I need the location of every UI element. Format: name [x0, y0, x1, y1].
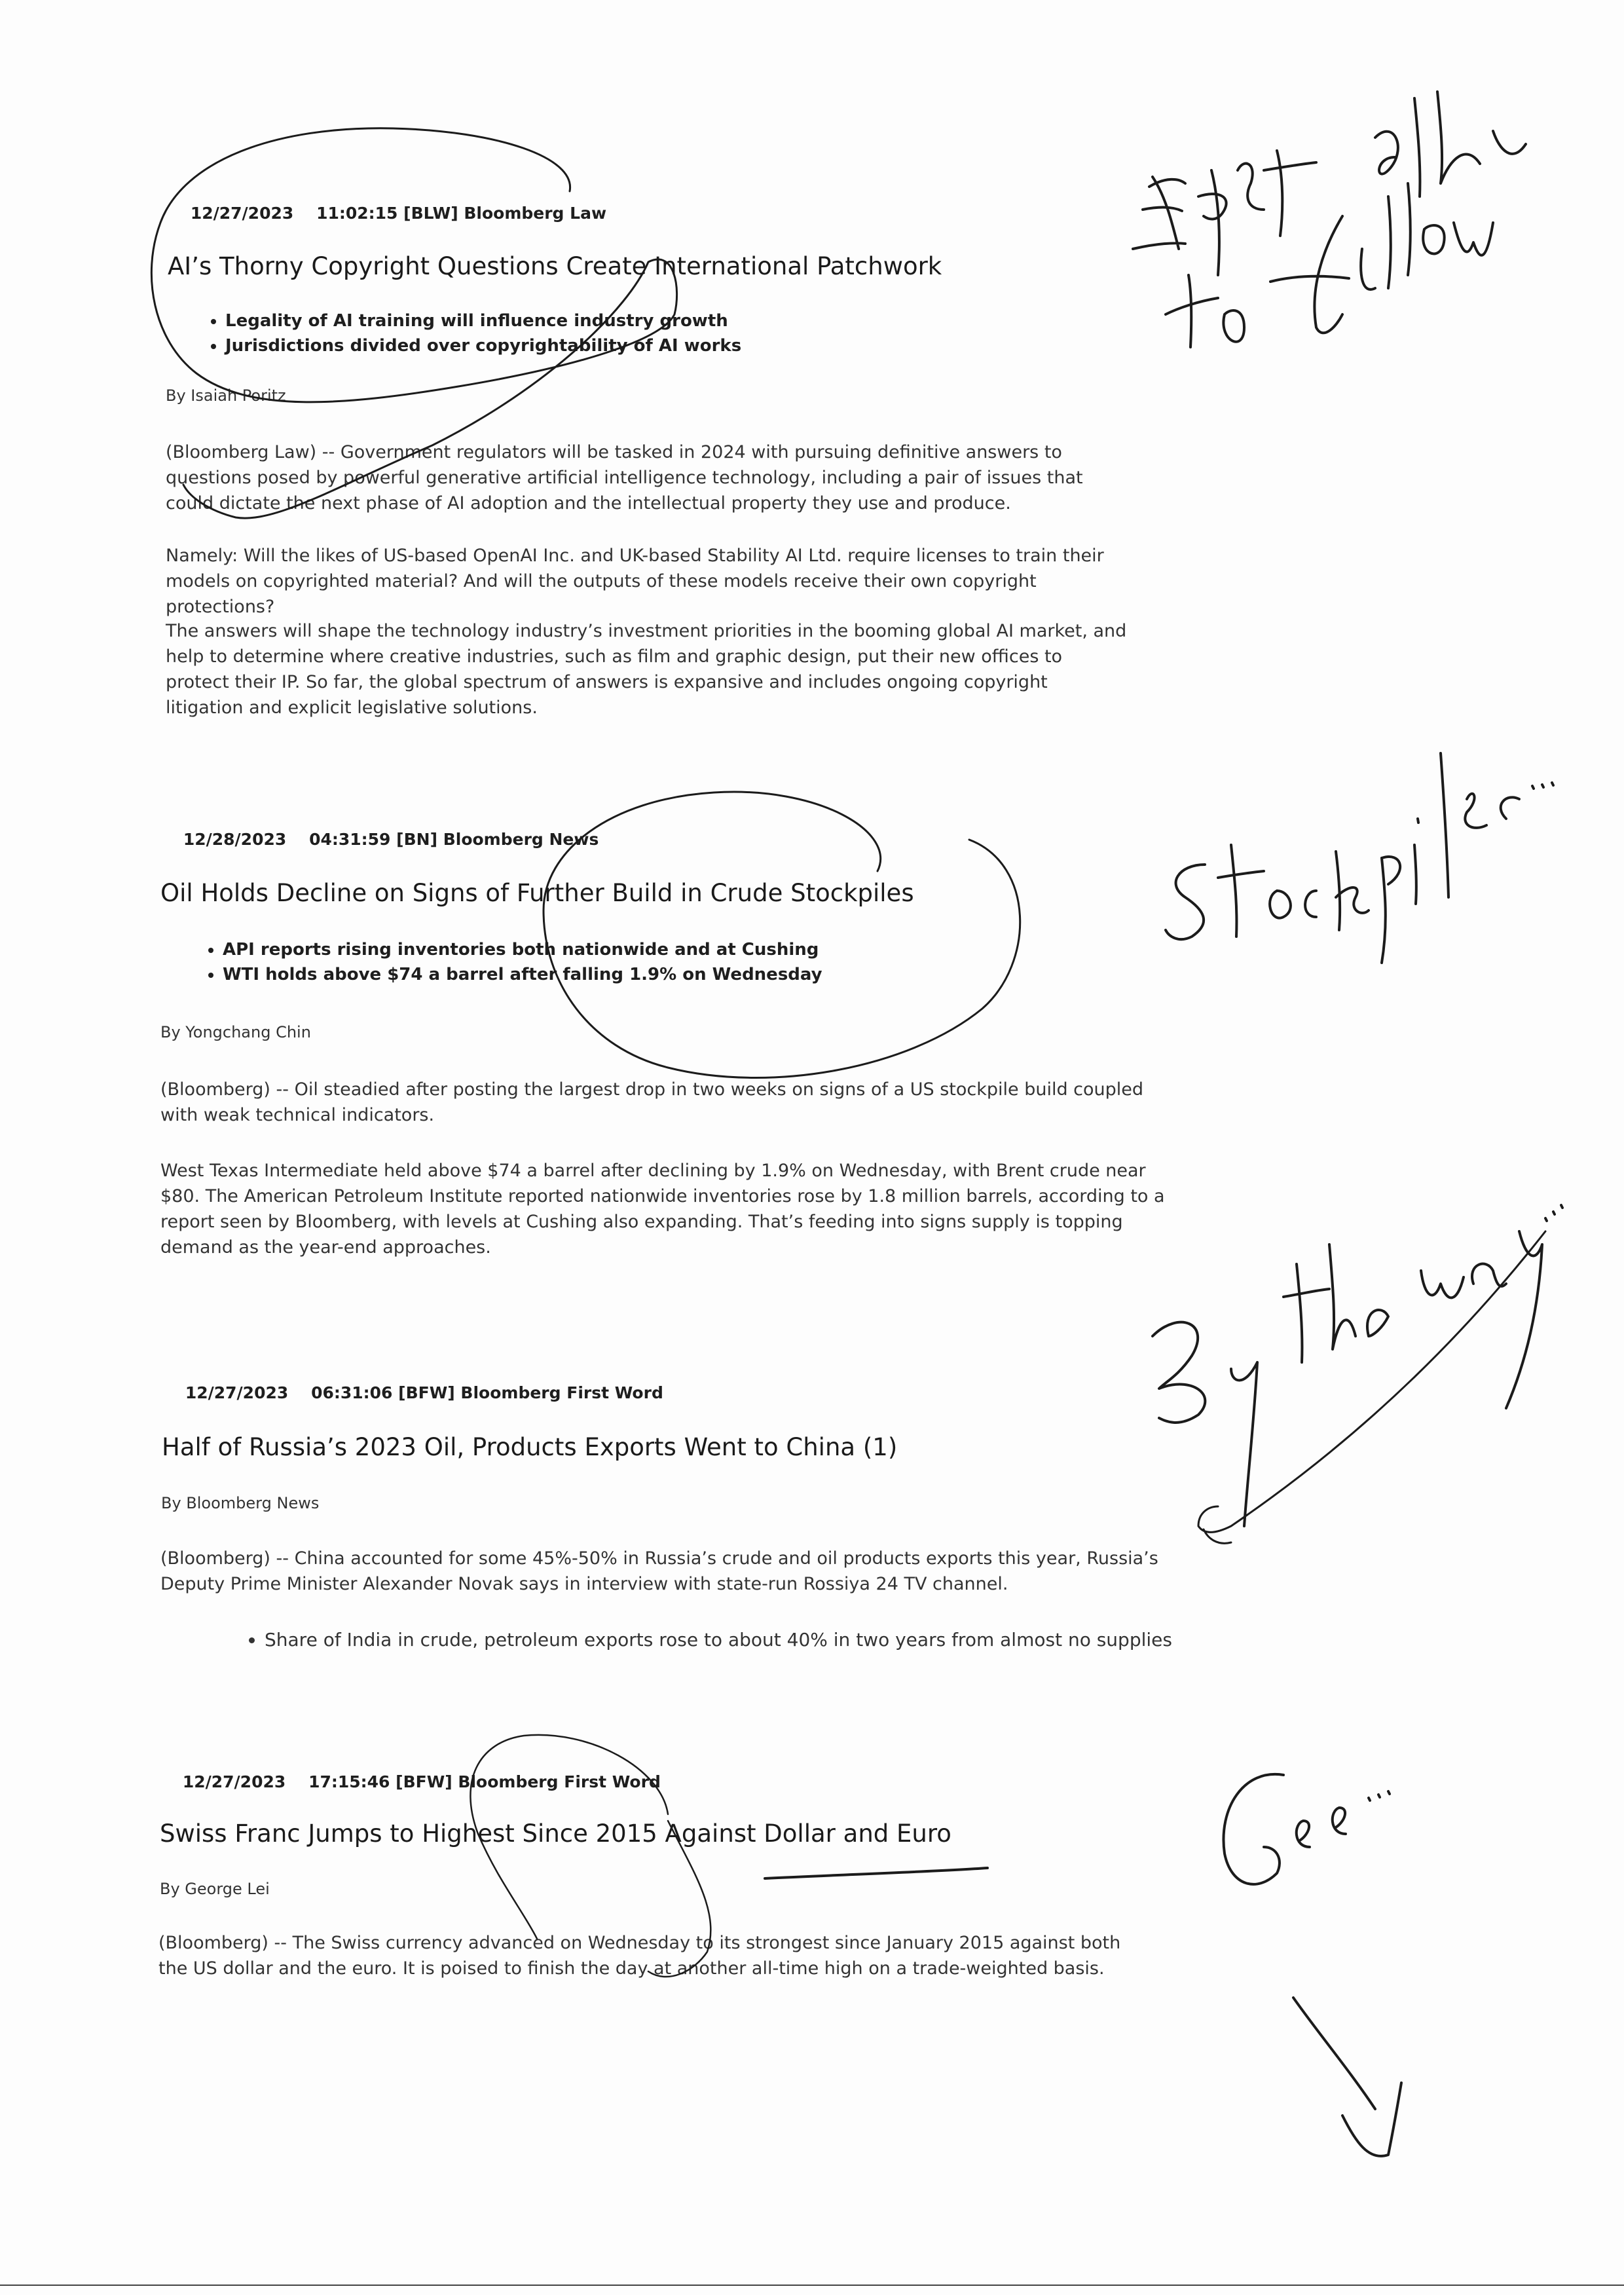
article-4-date: 12/27/2023 — [182, 1772, 286, 1791]
article-2-paragraph: West Texas Intermediate held above $74 a barrel after declining by 1.9% on Wednesday, with Brent crude near $80. The American Petroleum Institute reported nationwide inventories rose by 1.8 million barrels, according to a report seen by Bloomberg, with levels at Cushing also expanding. That’s feeding into signs supply is topping demand as the year-end approaches. — [160, 1161, 1165, 1258]
article-2-bullet: • API reports rising inventories both nationwide and at Cushing — [223, 937, 1139, 962]
article-2-date: 12/28/2023 — [183, 830, 287, 849]
article-1-paragraph: Namely: Will the likes of US-based OpenAI Inc. and UK-based Stability AI Ltd. require licenses to train their models on copyrighted material? And will the outputs of these models receive their own copyright protections? — [166, 546, 1104, 617]
article-2-headline: Oil Holds Decline on Signs of Further Build in Crude Stockpiles — [160, 879, 914, 907]
article-3-bullet: • Share of India in crude, petroleum exports rose to about 40% in two years from almost no supplies — [265, 1628, 1221, 1652]
article-1-time: 11:02:15 — [316, 204, 398, 223]
article-2-meta — [160, 811, 599, 868]
article-2-bullet: • WTI holds above $74 a barrel after falling 1.9% on Wednesday — [223, 962, 1139, 987]
article-3-headline: Half of Russia’s 2023 Oil, Products Exports Went to China (1) — [162, 1433, 898, 1461]
article-2-bullets — [187, 937, 1139, 987]
article-4-source: [BFW] Bloomberg First Word — [396, 1772, 661, 1791]
pen-circle-article-2 — [544, 792, 1020, 1077]
pen-underline-article-4 — [765, 1868, 987, 1878]
article-3-bullets — [229, 1628, 1221, 1652]
article-2-byline: By Yongchang Chin — [160, 1023, 311, 1041]
handwriting-arrow-by-the-way — [1198, 1231, 1545, 1543]
article-3-time: 06:31:06 — [311, 1383, 393, 1402]
article-3-byline: By Bloomberg News — [161, 1494, 320, 1512]
article-1-paragraph: The answers will shape the technology industry’s investment priorities in the booming global AI market, and help to determine where creative industries, such as film and graphic design, put their new offices to protect their IP. So far, the global spectrum of answers is expansive and includes ongoing copyright litigation and explicit legislative solutions. — [166, 621, 1127, 718]
handwriting-by-the-way — [1153, 1205, 1562, 1526]
article-1-source: [BLW] Bloomberg Law — [403, 204, 607, 223]
article-4-time: 17:15:46 — [308, 1772, 390, 1791]
article-4-byline: By George Lei — [160, 1880, 270, 1898]
article-3-paragraph: (Bloomberg) -- China accounted for some 45%-50% in Russia’s crude and oil products exports this year, Russia’s Deputy Prime Minister Alexander Novak says in interview with state-run Rossiya 24 TV channel. — [160, 1548, 1158, 1594]
article-1-byline: By Isaiah Poritz — [166, 386, 286, 405]
article-4-meta — [160, 1753, 661, 1810]
article-1-bullet: • Jurisdictions divided over copyrightability of AI works — [225, 333, 1142, 358]
article-4-paragraph: (Bloomberg) -- The Swiss currency advanced on Wednesday to its strongest since January 2015 against both the US dollar and the euro. It is poised to finish the day at another all-time high on a trade-weighted basis. — [158, 1933, 1121, 1979]
article-4-headline: Swiss Franc Jumps to Highest Since 2015 Against Dollar and Euro — [160, 1819, 951, 1848]
page-bottom-edge — [0, 2285, 1624, 2286]
article-1-paragraph: (Bloomberg Law) -- Government regulators will be tasked in 2024 with pursuing definitive answers to questions posed by powerful generative artificial intelligence technology, including a pair of issues that could dictate the next phase of AI adoption and the intellectual property they use and produce. — [166, 442, 1083, 513]
handwriting-expect-others — [1133, 92, 1526, 275]
handwriting-gee — [1223, 1774, 1390, 1884]
handwriting-stockpiles — [1166, 753, 1553, 963]
article-1-headline: AI’s Thorny Copyright Questions Create International Patchwork — [168, 252, 942, 280]
article-1-date: 12/27/2023 — [190, 204, 294, 223]
article-2-paragraph: (Bloomberg) -- Oil steadied after posting the largest drop in two weeks on signs of a US stockpile build coupled with weak technical indicators. — [160, 1079, 1144, 1125]
article-1-meta — [168, 185, 606, 242]
handwriting-arrow-down — [1293, 1998, 1401, 2156]
article-1-bullet: • Legality of AI training will influence industry growth — [225, 308, 1142, 333]
article-3-source: [BFW] Bloomberg First Word — [398, 1383, 663, 1402]
article-3-date: 12/27/2023 — [185, 1383, 289, 1402]
article-2-source: [BN] Bloomberg News — [396, 830, 599, 849]
article-1-bullets — [190, 308, 1142, 358]
article-3-meta — [162, 1364, 663, 1421]
article-2-time: 04:31:59 — [309, 830, 391, 849]
handwriting-to-follow — [1166, 183, 1493, 347]
